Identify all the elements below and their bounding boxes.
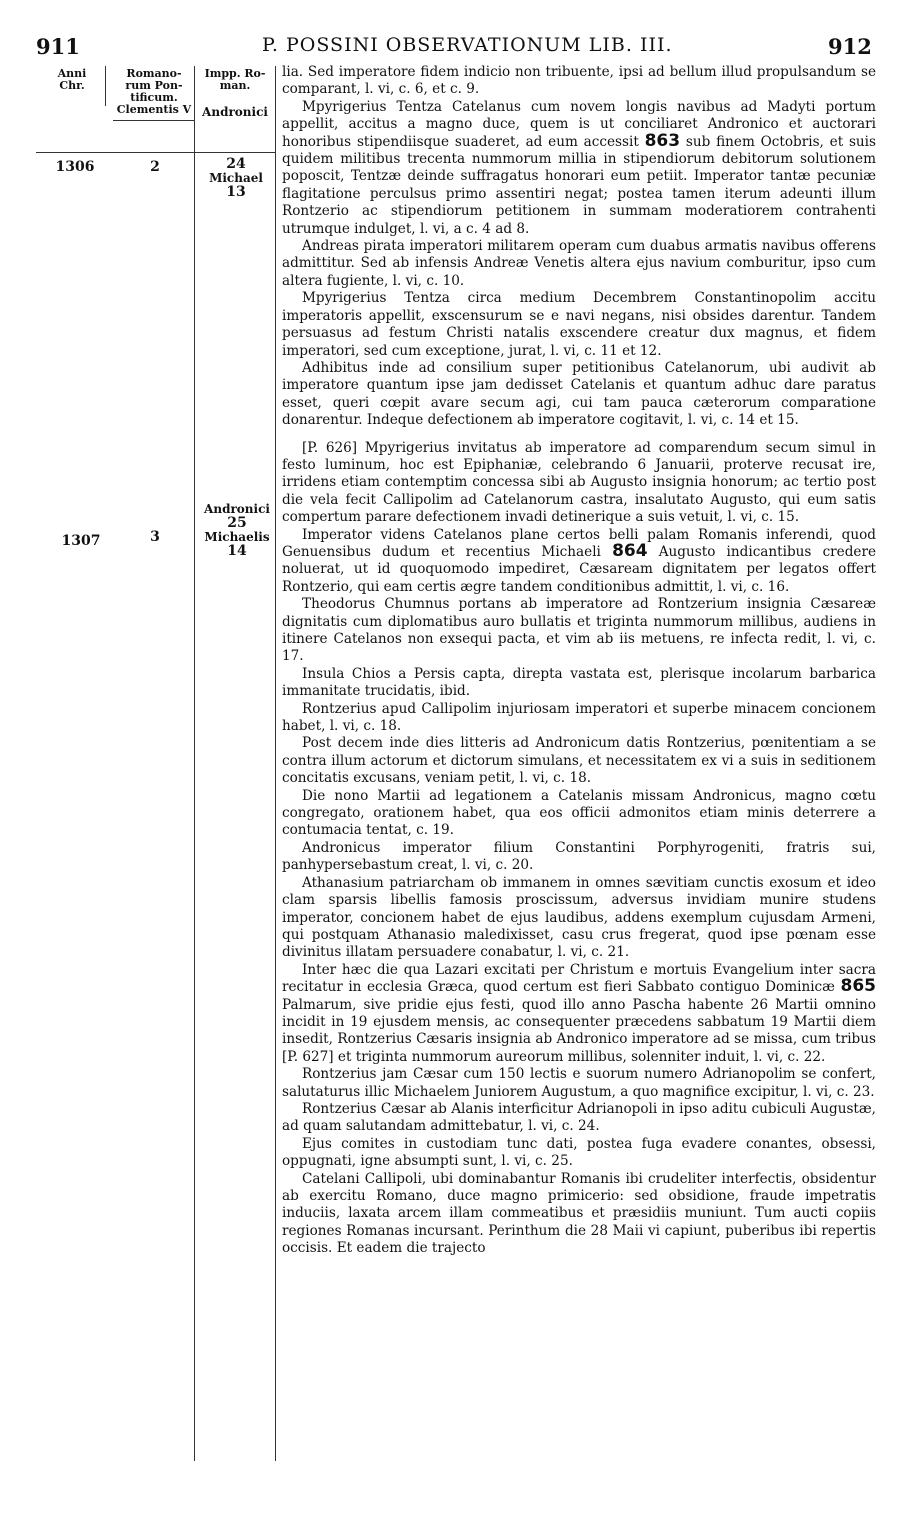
header-rule: [36, 152, 276, 153]
paragraph: Insula Chios a Persis capta, direpta vastata est, plerisque incolarum barbarica immanitate trucidatis, ibid.: [282, 665, 876, 700]
reign-year: 25: [227, 515, 247, 531]
paragraph: Post decem inde dies litteris ad Andronicum datis Rontzerius, pœnitentiam a se contra illum actorum et dictorum simulans, et necessitatem ex vi a suis in seditionem concitatis excusans, veniam petit, l. vi, c. 18.: [282, 735, 876, 787]
co-emperor: Michaelis: [204, 530, 270, 544]
year-1307: 1307: [61, 533, 101, 549]
reign-year: 24: [226, 156, 246, 172]
column-rule: [275, 66, 276, 1461]
paragraph: Rontzerius apud Callipolim injuriosam imperatori et superbe minacem concionem habet, l. vi, c. 18.: [282, 700, 876, 735]
running-header: [0, 34, 909, 60]
page-number-left: 911: [36, 34, 80, 59]
margin-number: 864: [612, 540, 648, 561]
running-title: P. POSSINI OBSERVATIONUM LIB. III.: [262, 34, 673, 56]
paragraph: Theodorus Chumnus portans ab imperatore ad Rontzerium insignia Cæsareæ dignitatis cum diplomatibus auro bullatis et triginta nummorum millibus, audiens in itinere Catelanos non exsequi pacta, et vim ab iis metuens, re infecta redit, l. vi, c. 17.: [282, 596, 876, 665]
column-rule: [105, 66, 106, 106]
paragraph: [P. 626] Mpyrigerius invitatus ab imperatore ad comparendum secum simul in festo luminum, hoc est Epiphaniæ, celebrando 6 Januarii, proterve recusat ire, irridens etiam contemptim concessa sibi ab Augusto insignia honorum; ac tertio post die vela fecit Callipolim ad Catelanorum castra, insalutato Augusto, qui eum satis compertum parare defectionem invadi detinerique a suis vetuit, l. vi, c. 15.: [282, 439, 876, 526]
paragraph: Rontzerius jam Cæsar cum 150 lectis e suorum numero Adrianopolim se confert, salutaturus illic Michaelem Juniorem Augustum, a quo magnifice excipitur, l. vi, c. 23.: [282, 1066, 876, 1100]
header-rule: [113, 120, 195, 121]
margin-number: 865: [840, 976, 876, 997]
paragraph: Imperator videns Catelanos plane certos belli palam Romanis inferendi, quod Genuensibus dudum et recentius Michaeli 864 Augusto indicantibus credere noluerat, ut id quoquomodo impediret, Cæsaream dignitatem per legatos offert Rontzerio, qui eam certis ægre tandem conditionibus admittit, l. vi, c. 16.: [282, 526, 876, 595]
paragraph: Inter hæc die qua Lazari excitati per Christum e mortuis Evangelium inter sacra recitatur in ecclesia Græca, quod certum est fieri Sabbato contiguo Dominicæ 865 Palmarum, sive pridie ejus festi, quod illo anno Pascha habente 26 Martii omnino incidit in 19 ejusdem mensis, ac consequenter præcedens sabbatum 19 Martii diem insedit, Rontzerius Cæsaris insignia ab Andronico imperatore ad se missa, cum tribus [P. 627] et triginta nummorum aureorum millibus, solenniter induit, l. vi, c. 22.: [282, 961, 876, 1065]
paragraph: lia. Sed imperatore fidem indicio non tribuente, ipsi ad bellum illud propulsandum se comparant, l. vi, c. 6, et c. 9.: [282, 64, 876, 98]
paragraph: Catelani Callipoli, ubi dominabantur Romanis ibi crudeliter interfectis, obsidentur ab exercitu Romano, duce magno primicerio: sed obsidione, fraude impetratis induciis, laxata arcem illam commeatibus et præsidiis muniunt. Tum aucti copiis regiones Romanas incursant. Perinthum die 28 Maii vi capiunt, puberibus ibi repertis occisis. Et eadem die trajecto: [282, 1170, 876, 1257]
pontificate-year: 2: [150, 159, 160, 175]
co-emperor: Michael: [209, 171, 263, 185]
paragraph: Mpyrigerius Tentza circa medium Decembrem Constantinopolim accitu imperatoris appellit, exscensurum se e navi negans, nisi obsides darentur. Tandem persuasus ad festum Christi natalis exscendere creatur dux magnus, et fidem imperatori, sed cum exceptione, jurat, l. vi, c. 11 et 12.: [282, 290, 876, 359]
co-reign-year: 13: [226, 184, 246, 200]
paragraph: Andronicus imperator filium Constantini Porphyrogeniti, fratris sui, panhypersebastum creat, l. vi, c. 20.: [282, 839, 876, 874]
paragraph: Athanasium patriarcham ob immanem in omnes sævitiam cunctis exosum et ideo clam sparsis libellis famosis proscissum, adversus invidiam munire studens imperator, concionem habet de ejus laudibus, addens exemplum cujusdam Armeni, qui postquam Athanasio maledixisset, casu crus fregerat, quod ipse pœnam esse divinitus illatam persuadere conabatur, l. vi, c. 21.: [282, 874, 876, 961]
year-1306: 1306: [55, 159, 95, 175]
paragraph: Ejus comites in custodiam tunc dati, postea fuga evadere conantes, obsessi, oppugnati, igne absumpti sunt, l. vi, c. 25.: [282, 1135, 876, 1170]
emperor-years: [198, 502, 276, 559]
paragraph: Mpyrigerius Tentza Catelanus cum novem longis navibus ad Madyti portum appellit, accitus a magno duce, quem is ut conciliaret Andronico et auctorari honoribus stipendiisque suaderet, ad eum accessit 863 sub finem Octobris, et suis quidem militibus trecenta nummorum millia in stipendiorum debitorum solutionem poposcit, Tentzæ deinde suffragatus honorari eum petiit. Imperator tantæ pecuniæ flagitatione perculsus primo assentiri negat; postea tamen iterum adeunti illum Rontzerio ac stipendiorum petitionem in summam moderatiorem contrahenti utrumque indulget, l. vi, a c. 4 ad 8.: [282, 98, 876, 237]
emperor-name: Andronici: [204, 502, 270, 516]
paragraph: Andreas pirata imperatori militarem operam cum duabus armatis navibus offerens admittitur. Sed ab infensis Andreæ Venetis altera ejus navium comburitur, ipso cum altera fugiente, l. vi, c. 10.: [282, 238, 876, 289]
emperors-label: Impp. Ro- man.: [204, 67, 266, 92]
co-reign-year: 14: [227, 543, 247, 559]
page-number-right: 912: [828, 34, 872, 59]
paragraph: Adhibitus inde ad consilium super petitionibus Catelanorum, ubi audivit ab imperatore quantum ipse jam dedisset Catelanis et quantum adhuc dare paratus esset, queri cœpit avare secum agi, cui tam pauca cæterorum comparatione donarentur. Indeque defectionem ab imperatore cogitavit, l. vi, c. 14 et 15.: [282, 359, 876, 429]
margin-number: 863: [644, 130, 681, 151]
column-head-emperors: [197, 68, 273, 118]
paragraph: Die nono Martii ad legationem a Catelanis missam Andronicus, magno cœtu congregato, orationem habet, qua eos officii admonitos etiam minis deterrere a contumacia tentat, c. 19.: [282, 787, 876, 839]
emperor-years: [200, 157, 272, 200]
paragraph: Rontzerius Cæsar ab Alanis interficitur Adrianopoli in ipso aditu cubiculi Augustæ, ad quam salutandam admittebatur, l. vi, c. 24.: [282, 1100, 876, 1135]
column-head-years: Anni Chr.: [57, 67, 87, 92]
emperors-name: Andronici: [202, 105, 268, 119]
column-head-popes: Romano- rum Pon- tificum. Clementis V: [116, 67, 192, 116]
main-text: [282, 64, 876, 1460]
pontificate-year: 3: [150, 529, 160, 545]
column-rule: [194, 66, 195, 1461]
